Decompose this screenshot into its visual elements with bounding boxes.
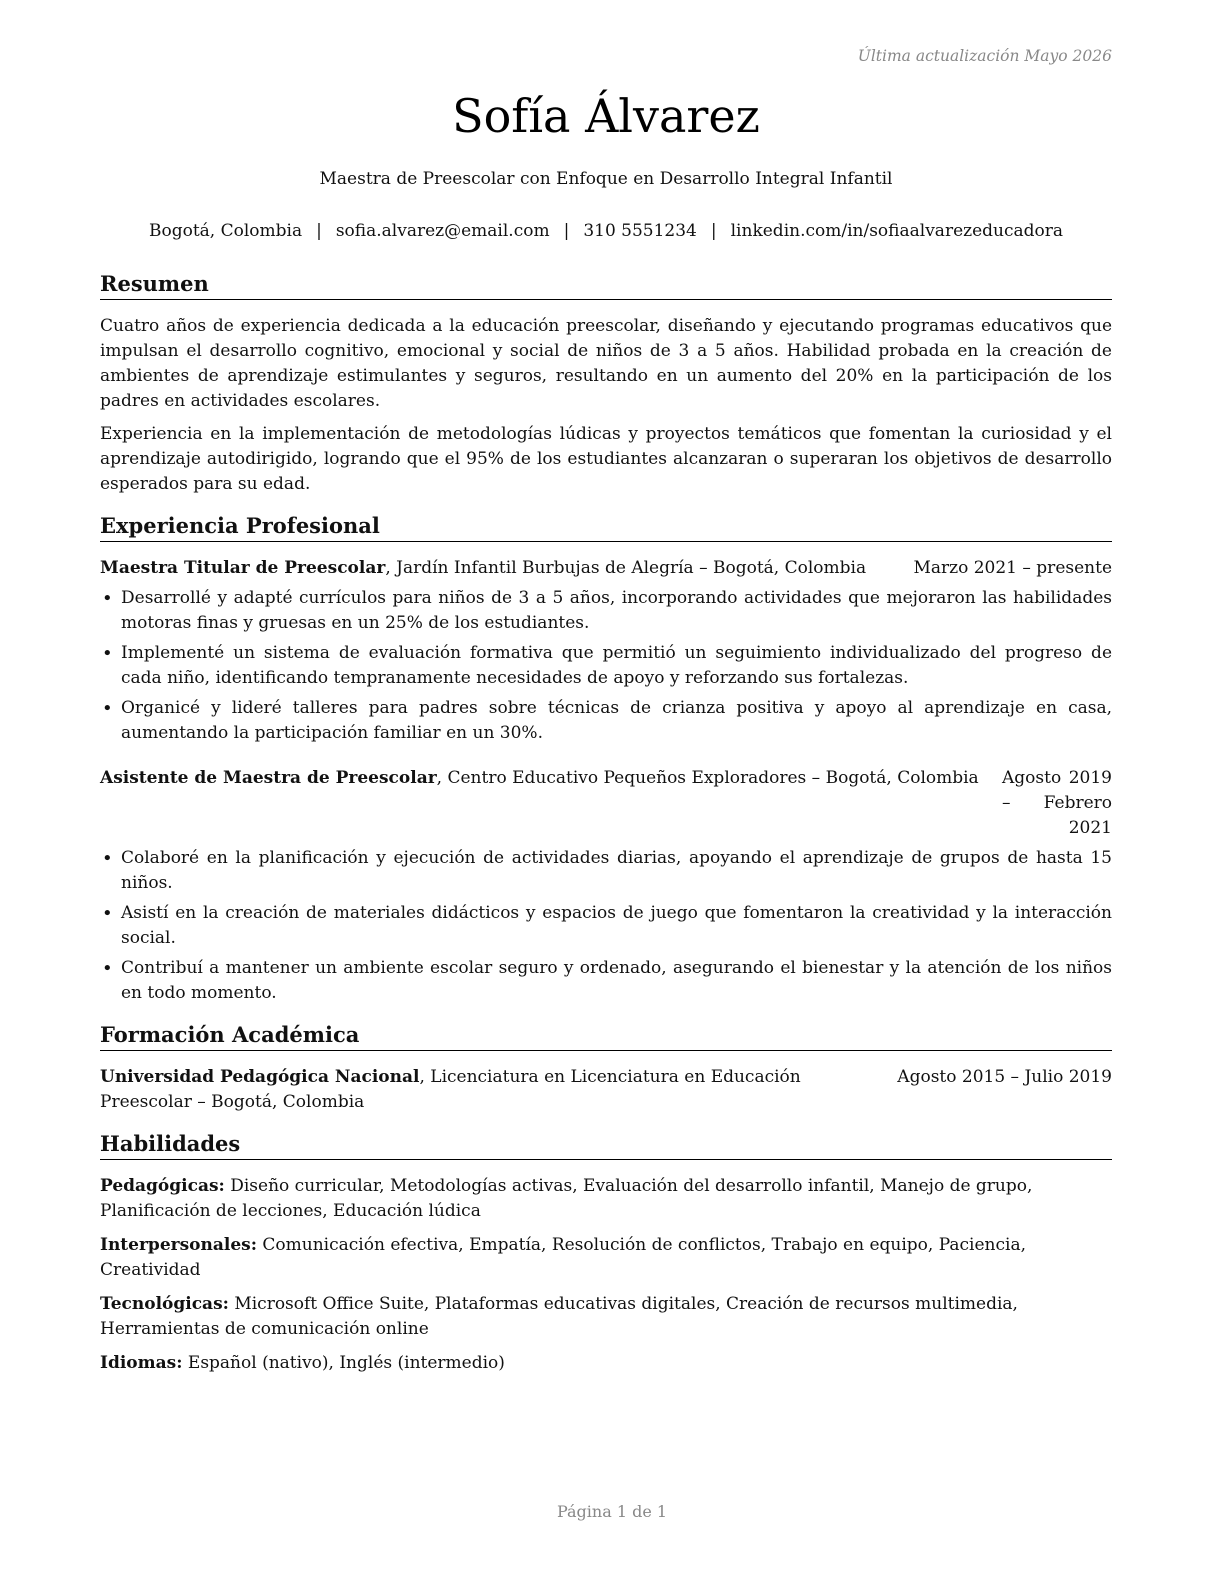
job-bullets	[100, 586, 1112, 746]
education-school: Universidad Pedagógica Nacional	[100, 1067, 420, 1087]
contact-linkedin[interactable]: linkedin.com/in/sofiaalvarezeducadora	[730, 221, 1064, 241]
skill-group	[100, 1351, 1112, 1376]
skills-section	[100, 1130, 1112, 1376]
education-title: Formación Académica	[100, 1021, 1112, 1051]
skill-text: Comunicación efectiva, Empatía, Resolución de conflictos, Trabajo en equipo, Paciencia, Creatividad	[100, 1235, 1026, 1280]
summary-paragraph: Cuatro años de experiencia dedicada a la educación preescolar, diseñando y ejecutando programas educativos que impulsan el desarrollo cognitivo, emocional y social de niños de 3 a 5 años. Habilidad probada en la creación de ambientes de aprendizaje estimulantes y seguros, resultando en un aumento del 20% en la participación de los padres en actividades escolares.	[100, 316, 1112, 411]
job-bullet: • Asistí en la creación de materiales didácticos y espacios de juego que fomentaron la creatividad y la interacción social.	[100, 901, 1112, 951]
job-bullet: • Contribuí a mantener un ambiente escolar seguro y ordenado, asegurando el bienestar y la atención de los niños en todo momento.	[100, 956, 1112, 1006]
skill-label: Interpersonales:	[100, 1235, 258, 1255]
summary-title: Resumen	[100, 270, 1112, 300]
education-section	[100, 1021, 1112, 1115]
skills-title: Habilidades	[100, 1130, 1112, 1160]
job-bullets	[100, 846, 1112, 1006]
contact-separator: |	[710, 221, 717, 241]
contact-email[interactable]: sofia.alvarez@email.com	[335, 221, 550, 241]
job-entry	[100, 766, 1112, 1006]
experience-title: Experiencia Profesional	[100, 512, 1112, 542]
resume-content	[100, 270, 1112, 1391]
last-updated: Última actualización Mayo 2026	[857, 47, 1112, 65]
candidate-name: Sofía Álvarez	[452, 89, 760, 143]
skill-text: Español (nativo), Inglés (intermedio)	[182, 1353, 505, 1373]
skill-label: Idiomas:	[100, 1353, 183, 1373]
contact-line	[100, 219, 1112, 244]
job-entry	[100, 556, 1112, 746]
summary-section	[100, 270, 1112, 497]
page-number: Página 1 de 1	[556, 1502, 668, 1521]
job-bullet: • Implementé un sistema de evaluación formativa que permitió un seguimiento individualizado del progreso de cada niño, identificando tempranamente necesidades de apoyo y reforzando sus fortalezas.	[100, 641, 1112, 691]
contact-separator: |	[316, 221, 322, 241]
job-organization: , Centro Educativo Pequeños Exploradores – Bogotá, Colombia	[436, 768, 979, 788]
education-dates: Agosto 2015 – Julio 2019	[897, 1067, 1112, 1087]
job-role: Maestra Titular de Preescolar	[100, 558, 386, 578]
headline: Maestra de Preescolar con Enfoque en Desarrollo Integral Infantil	[319, 169, 893, 189]
education-detail: , Licenciatura en Licenciatura en Educación Preescolar – Bogotá, Colombia	[100, 1067, 801, 1112]
job-bullet: • Organicé y lideré talleres para padres sobre técnicas de crianza positiva y apoyo al aprendizaje en casa, aumentando la participación familiar en un 30%.	[100, 696, 1112, 746]
skill-text: Diseño curricular, Metodologías activas, Evaluación del desarrollo infantil, Manejo de grupo, Planificación de lecciones, Educación lúdica	[100, 1176, 1033, 1221]
skill-group	[100, 1233, 1112, 1283]
skill-group	[100, 1174, 1112, 1224]
job-dates: Agosto 2019 – Febrero 2021	[1002, 768, 1112, 838]
contact-location: Bogotá, Colombia	[148, 221, 303, 241]
skill-group	[100, 1292, 1112, 1342]
job-header	[100, 556, 1112, 581]
skill-text: Microsoft Office Suite, Plataformas educativas digitales, Creación de recursos multimedia, Herramientas de comunicación online	[100, 1294, 1018, 1339]
job-dates: Marzo 2021 – presente	[913, 558, 1112, 578]
contact-phone: 310 5551234	[583, 221, 697, 241]
job-role: Asistente de Maestra de Preescolar	[100, 768, 437, 788]
contact-separator: |	[563, 221, 570, 241]
job-organization: , Jardín Infantil Burbujas de Alegría – Bogotá, Colombia	[385, 558, 867, 578]
education-entry	[100, 1065, 1112, 1115]
job-header	[100, 766, 1112, 841]
job-bullet: • Desarrollé y adapté currículos para niños de 3 a 5 años, incorporando actividades que mejoraron las habilidades motoras finas y gruesas en un 25% de los estudiantes.	[100, 586, 1112, 636]
resume-page	[100, 0, 1112, 1584]
experience-section	[100, 512, 1112, 1006]
summary-paragraph: Experiencia en la implementación de metodologías lúdicas y proyectos temáticos que fomentan la curiosidad y el aprendizaje autodirigido, logrando que el 95% de los estudiantes alcanzaran o superaran los objetivos de desarrollo esperados para su edad.	[100, 424, 1112, 494]
skill-label: Tecnológicas:	[100, 1294, 229, 1314]
job-bullet: • Colaboré en la planificación y ejecución de actividades diarias, apoyando el aprendizaje de grupos de hasta 15 niños.	[100, 846, 1112, 896]
skill-label: Pedagógicas:	[100, 1176, 225, 1196]
